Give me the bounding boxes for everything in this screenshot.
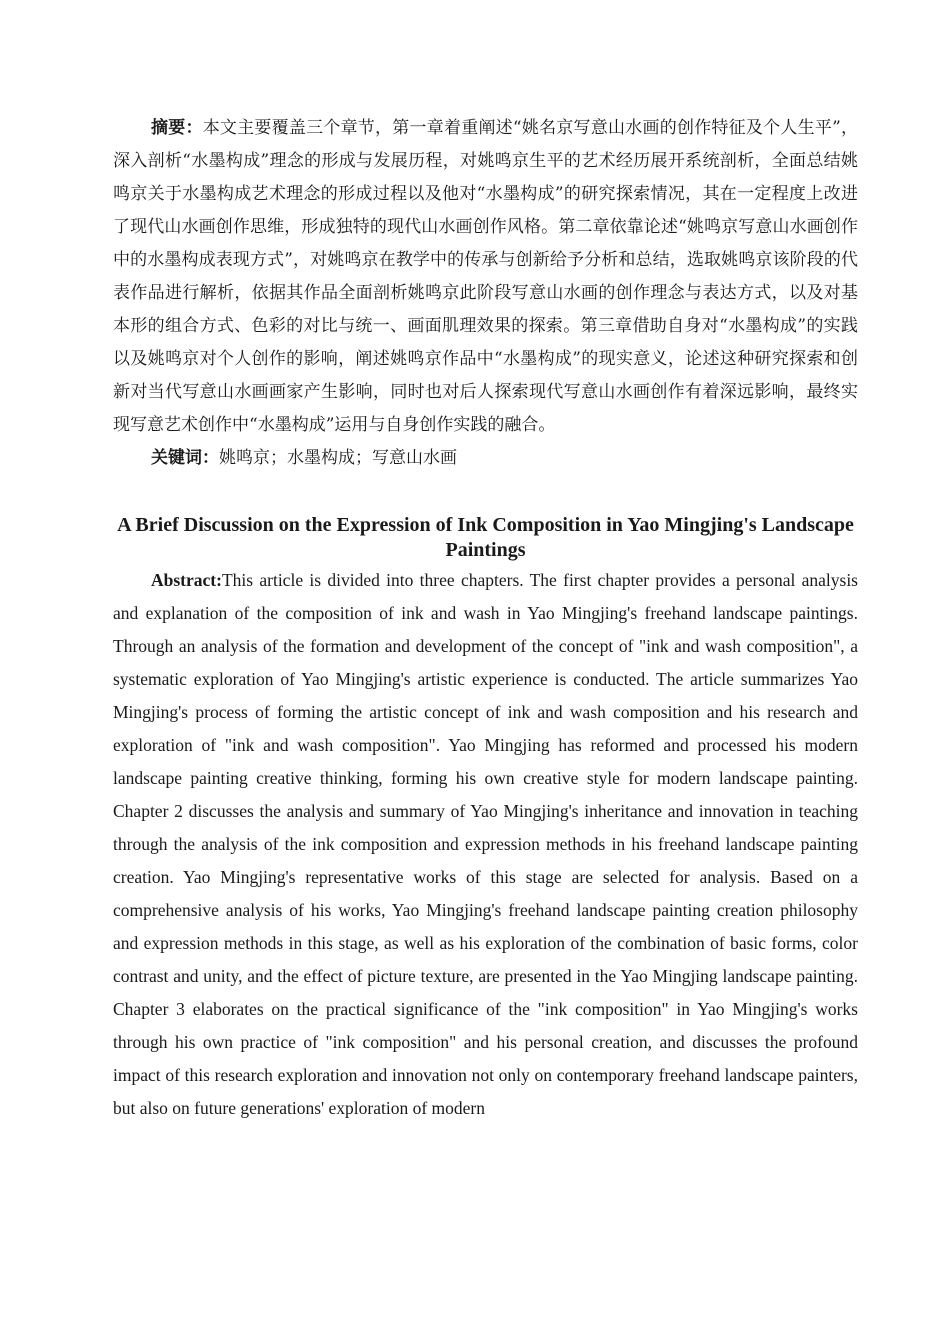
- chinese-abstract: [113, 112, 858, 442]
- chinese-keywords: [113, 442, 858, 475]
- chinese-keywords-text: 姚鸣京；水墨构成；写意山水画: [219, 448, 457, 468]
- page-content: [113, 112, 858, 1125]
- english-abstract-text: This article is divided into three chapters. The first chapter provides a personal analysis and explanation of the composition of ink and wash in Yao Mingjing's freehand landscape paintings. Through an analysis of the formation and development of the concept of "ink and wash composition", a systematic exploration of Yao Mingjing's artistic experience is conducted. The article summarizes Yao Mingjing's process of forming the artistic concept of ink and wash composition and his research and exploration of "ink and wash composition". Yao Mingjing has reformed and processed his modern landscape painting creative thinking, forming his own creative style for modern landscape painting. Chapter 2 discusses the analysis and summary of Yao Mingjing's inheritance and innovation in teaching through the analysis of the ink composition and expression methods in his freehand landscape painting creation. Yao Mingjing's representative works of this stage are selected for analysis. Based on a comprehensive analysis of his works, Yao Mingjing's freehand landscape painting creation philosophy and expression methods in this stage, as well as his exploration of the combination of basic forms, color contrast and unity, and the effect of picture texture, are presented in the Yao Mingjing landscape painting. Chapter 3 elaborates on the practical significance of the "ink composition" in Yao Mingjing's works through his own practice of "ink composition" and his personal creation, and discusses the profound impact of this research exploration and innovation not only on contemporary freehand landscape painters, but also on future generations' exploration of modern: [113, 570, 858, 1118]
- chinese-abstract-text: 本文主要覆盖三个章节，第一章着重阐述“姚名京写意山水画的创作特征及个人生平”，深入剖析“水墨构成”理念的形成与发展历程，对姚鸣京生平的艺术经历展开系统剖析，全面总结姚鸣京关于水墨构成艺术理念的形成过程以及他对“水墨构成”的研究探索情况，其在一定程度上改进了现代山水画创作思维，形成独特的现代山水画创作风格。第二章依靠论述“姚鸣京写意山水画创作中的水墨构成表现方式”，对姚鸣京在教学中的传承与创新给予分析和总结，选取姚鸣京该阶段的代表作品进行解析，依据其作品全面剖析姚鸣京此阶段写意山水画的创作理念与表达方式，以及对基本形的组合方式、色彩的对比与统一、画面肌理效果的探索。第三章借助自身对“水墨构成”的实践以及姚鸣京对个人创作的影响，阐述姚鸣京作品中“水墨构成”的现实意义，论述这种研究探索和创新对当代写意山水画画家产生影响，同时也对后人探索现代写意山水画创作有着深远影响，最终实现写意艺术创作中“水墨构成”运用与自身创作实践的融合。: [113, 118, 858, 435]
- english-title: A Brief Discussion on the Expression of Ink Composition in Yao Mingjing's Landscape Paintings: [117, 514, 854, 561]
- chinese-abstract-label: 摘要：: [151, 118, 203, 138]
- chinese-keywords-label: 关键词：: [151, 448, 219, 468]
- english-abstract: [113, 564, 858, 1125]
- english-abstract-label: Abstract:: [151, 570, 222, 590]
